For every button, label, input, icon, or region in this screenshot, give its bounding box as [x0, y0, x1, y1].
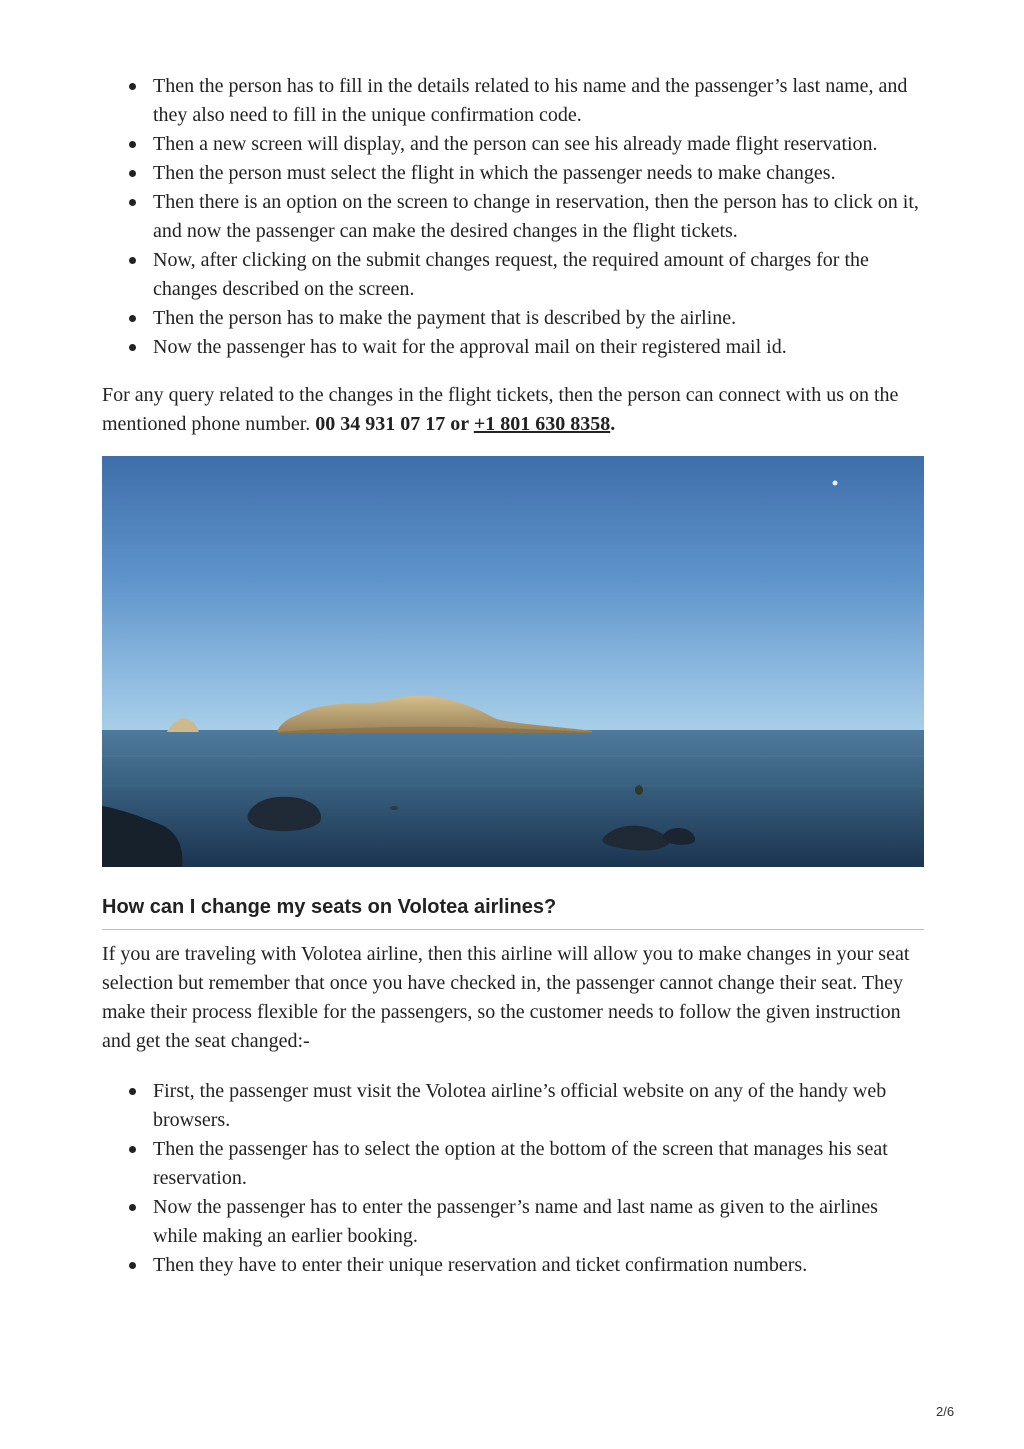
bullet-icon	[129, 1204, 136, 1211]
list-item: Then the passenger has to select the option at the bottom of the screen that manages his seat reservation.	[102, 1135, 924, 1193]
list-item: Now, after clicking on the submit changes request, the required amount of charges for the changes described on the screen.	[102, 246, 924, 304]
phone-number-primary: 00 34 931 07 17 or	[315, 413, 474, 435]
document-page	[102, 72, 924, 1280]
contact-paragraph: For any query related to the changes in the flight tickets, then the person can connect with us on the mentioned phone number. 00 34 931 07 17 or +1 801 630 8358.	[102, 384, 899, 435]
section-heading: How can I change my seats on Volotea airlines?	[102, 893, 924, 930]
list-item: First, the passenger must visit the Volotea airline’s official website on any of the handy web browsers.	[102, 1077, 924, 1135]
list-item: Then there is an option on the screen to change in reservation, then the person has to click on it, and now the passenger can make the desired changes in the flight tickets.	[102, 188, 924, 246]
bullet-icon	[129, 344, 136, 351]
steps-list-top	[102, 72, 924, 362]
bullet-icon	[129, 199, 136, 206]
list-item: Now the passenger has to wait for the approval mail on their registered mail id.	[102, 333, 924, 362]
bullet-icon	[129, 1146, 136, 1153]
list-item: Then the person has to make the payment that is described by the airline.	[102, 304, 924, 333]
bullet-icon	[129, 257, 136, 264]
bullet-icon	[129, 1088, 136, 1095]
island-sea-photo	[102, 456, 924, 867]
list-item: Then a new screen will display, and the person can see his already made flight reservation.	[102, 130, 924, 159]
page-number: 2/6	[936, 1404, 955, 1419]
bullet-icon	[129, 141, 136, 148]
list-item: Then the person has to fill in the details related to his name and the passenger’s last name, and they also need to fill in the unique confirmation code.	[102, 72, 924, 130]
bullet-icon	[129, 315, 136, 322]
bullet-icon	[129, 170, 136, 177]
list-item: Now the passenger has to enter the passenger’s name and last name as given to the airlines while making an earlier booking.	[102, 1193, 924, 1251]
list-item: Then the person must select the flight in which the passenger needs to make changes.	[102, 159, 924, 188]
steps-list-bottom	[102, 1077, 924, 1280]
bullet-icon	[129, 1262, 136, 1269]
list-item: Then they have to enter their unique reservation and ticket confirmation numbers.	[102, 1251, 924, 1280]
intro-paragraph: If you are traveling with Volotea airline, then this airline will allow you to make changes in your seat selection but remember that once you have checked in, the passenger cannot change their seat. They make their process flexible for the passengers, so the customer needs to follow the given instruction and get the seat changed:-	[102, 943, 910, 1052]
phone-number-link[interactable]: +1 801 630 8358	[473, 413, 611, 435]
bullet-icon	[129, 83, 136, 90]
